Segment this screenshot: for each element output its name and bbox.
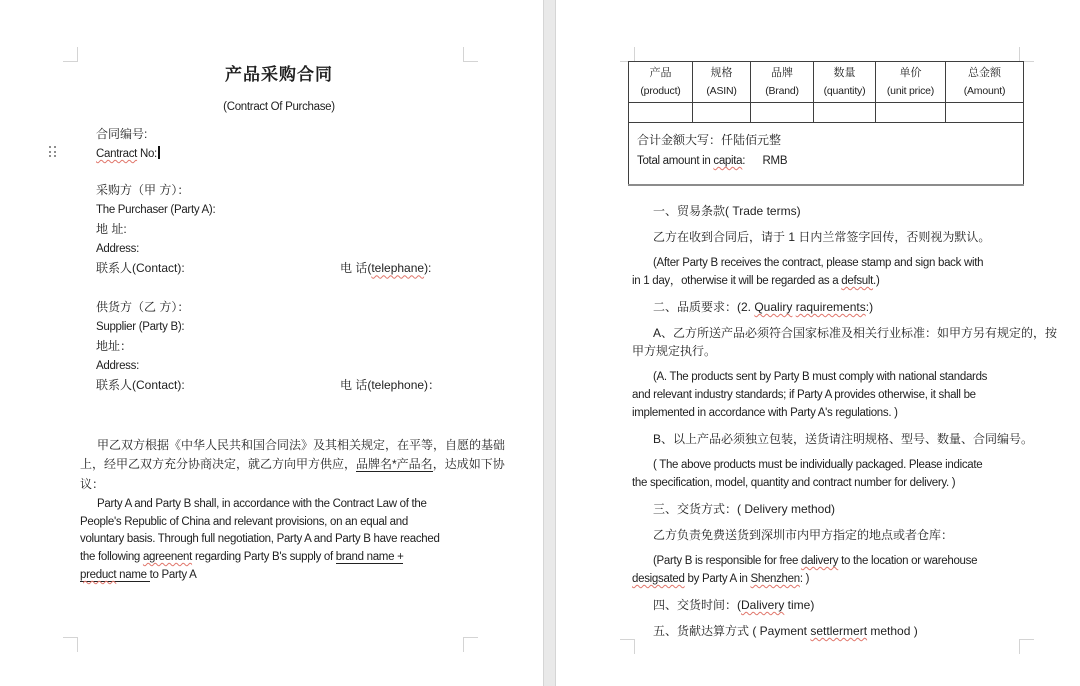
section-heading[interactable] bbox=[632, 298, 1024, 316]
table-cell[interactable] bbox=[751, 103, 814, 123]
text-line[interactable]: People's Republic of China and relevant provisions, on an equal and bbox=[80, 515, 408, 528]
text-line[interactable]: 甲方规定执行。 bbox=[632, 344, 717, 358]
text-segment: desigsated bbox=[632, 573, 685, 585]
text-segment: ，达成如下协 bbox=[432, 457, 505, 472]
header-cn: 规格 bbox=[710, 67, 733, 79]
text-segment: : RMB bbox=[742, 155, 788, 167]
party-a-contact-row[interactable] bbox=[96, 259, 432, 279]
party-b-phone-label: 电 话(telephone)： bbox=[340, 378, 441, 393]
party-b-address-cn[interactable]: 地址： bbox=[96, 339, 133, 354]
text-segment: by Party A in bbox=[684, 573, 751, 585]
text-cursor bbox=[158, 146, 160, 159]
party-a-cn[interactable]: 采购方（甲 方）： bbox=[96, 183, 190, 197]
party-b-address-en[interactable]: Address: bbox=[96, 359, 139, 372]
text-segment: Dalivery bbox=[741, 598, 785, 612]
table-header-cell-amount[interactable] bbox=[946, 62, 1024, 103]
text-segment: :) bbox=[865, 300, 874, 314]
text-line[interactable]: Party A and Party B shall, in accordance with the Contract Law of the bbox=[97, 498, 427, 510]
text-segment: the following bbox=[80, 551, 143, 564]
text-line[interactable] bbox=[632, 272, 1024, 290]
text-segment: in 1 day，otherwise it will be regarded as a bbox=[632, 275, 842, 287]
text-line[interactable]: and relevant industry standards; if Party A provides otherwise, it shall be bbox=[632, 389, 976, 401]
header-cn: 总金额 bbox=[968, 67, 1001, 79]
contract-no-block bbox=[96, 124, 160, 164]
table-header-cell-product[interactable] bbox=[629, 62, 693, 103]
section-quality bbox=[632, 298, 1024, 316]
text-segment: Total amount in bbox=[637, 155, 714, 167]
text-segment: preduct bbox=[80, 568, 117, 581]
text-line[interactable] bbox=[80, 549, 464, 567]
text-segment: 二、品质要求：(2. bbox=[653, 300, 755, 314]
text-segment: method ) bbox=[867, 624, 918, 638]
text-boundary-mark bbox=[463, 47, 478, 62]
contract-terms bbox=[632, 202, 1058, 648]
party-a-contact-label: 联系人(Contact): bbox=[96, 261, 185, 276]
section-heading[interactable] bbox=[632, 596, 1024, 614]
header-en: (product) bbox=[640, 85, 681, 97]
text-line[interactable] bbox=[632, 552, 1024, 570]
text-line[interactable]: 乙方负责免费送货到深圳市内甲方指定的地点或者仓库： bbox=[653, 528, 954, 542]
text-segment: No: bbox=[137, 148, 157, 160]
party-a-en[interactable]: The Purchaser (Party A): bbox=[96, 203, 216, 216]
page-2 bbox=[556, 0, 1080, 686]
text-segment: time) bbox=[784, 598, 815, 612]
paragraph bbox=[632, 552, 1024, 588]
paragraph bbox=[632, 254, 1024, 290]
party-b-en[interactable]: Supplier (Party B): bbox=[96, 320, 185, 333]
header-en: (Brand) bbox=[765, 85, 799, 97]
text-line[interactable]: the specification, model, quantity and contract number for delivery. ) bbox=[632, 477, 956, 489]
text-line[interactable] bbox=[632, 570, 1024, 588]
text-segment: : ) bbox=[799, 573, 810, 585]
text-segment: name bbox=[116, 568, 150, 581]
text-line[interactable] bbox=[80, 455, 505, 474]
doc-title[interactable]: 产品采购合同 bbox=[225, 65, 333, 84]
text-segment: 四、交货时间：( bbox=[653, 598, 741, 612]
header-cn: 数量 bbox=[833, 67, 856, 79]
party-b-cn[interactable]: 供货方（乙 方）： bbox=[96, 300, 190, 314]
header-cn: 产品 bbox=[649, 67, 672, 79]
section-heading[interactable] bbox=[632, 622, 1024, 640]
text-line[interactable]: A、乙方所送产品必须符合国家标准及相关行业标准：如甲方另有规定的，按 bbox=[653, 326, 1058, 340]
paragraph bbox=[632, 430, 1034, 448]
text-segment: ): bbox=[424, 261, 432, 276]
page-gap bbox=[543, 0, 556, 686]
table-cell[interactable] bbox=[693, 103, 751, 123]
text-segment: (Party B is responsible for free bbox=[653, 555, 801, 567]
table-total-cell[interactable] bbox=[629, 123, 1024, 186]
intro-paragraph-cn bbox=[80, 436, 506, 494]
paragraph bbox=[632, 526, 1024, 544]
text-boundary-mark bbox=[1019, 47, 1034, 62]
text-segment: dalivery bbox=[800, 555, 839, 567]
text-segment: agreenent bbox=[142, 551, 193, 564]
intro-paragraph-en bbox=[80, 496, 464, 585]
section-delivery-method bbox=[632, 500, 1024, 518]
text-line[interactable]: B、以上产品必须独立包装，送货请注明规格、型号、数量、合同编号。 bbox=[653, 432, 1034, 446]
text-segment: 五、货献达算方式 ( Payment bbox=[653, 624, 811, 638]
text-line[interactable]: (A. The products sent by Party B must comply with national standards bbox=[653, 371, 988, 383]
text-line[interactable]: 甲乙双方根据《中华人民共和国合同法》及其相关规定，在平等，自愿的基础 bbox=[97, 438, 506, 452]
paragraph bbox=[632, 228, 1024, 246]
text-line[interactable]: 议： bbox=[80, 476, 105, 491]
table-empty-row bbox=[629, 103, 1024, 123]
header-en: (Amount) bbox=[963, 85, 1006, 97]
table-header-cell-asin[interactable] bbox=[693, 62, 751, 103]
total-amount-cn: 合计金额大写：仟陆佰元整 bbox=[637, 133, 782, 147]
party-a-address-en[interactable]: Address: bbox=[96, 242, 139, 255]
header-en: (unit price) bbox=[886, 85, 935, 97]
header-en: (ASIN) bbox=[706, 85, 737, 97]
text-segment: regarding Party B's supply of bbox=[192, 551, 336, 564]
party-b-block bbox=[96, 298, 441, 396]
text-segment: brand name + bbox=[335, 551, 404, 564]
header-en: (quantity) bbox=[823, 85, 866, 97]
text-segment: capita bbox=[713, 155, 743, 167]
text-line[interactable] bbox=[80, 567, 464, 585]
paragraph bbox=[632, 324, 1058, 360]
product-table bbox=[628, 61, 1024, 186]
table-cell[interactable] bbox=[946, 103, 1024, 123]
party-a-phone-label bbox=[340, 259, 431, 279]
drag-handle-icon[interactable] bbox=[49, 146, 58, 159]
table-header-cell-unit-price[interactable] bbox=[876, 62, 946, 103]
text-boundary-mark bbox=[463, 637, 478, 652]
paragraph bbox=[632, 456, 1024, 492]
text-segment: Qualiry bbox=[754, 300, 793, 314]
table-header-row bbox=[629, 62, 1024, 103]
paragraph bbox=[632, 368, 1024, 422]
contract-no-en-text bbox=[96, 148, 157, 160]
doc-subtitle[interactable]: (Contract Of Purchase) bbox=[223, 101, 335, 113]
text-segment: .) bbox=[873, 275, 880, 287]
text-line[interactable]: implemented in accordance with Party A's regulations. ) bbox=[632, 407, 898, 419]
table-cell[interactable] bbox=[876, 103, 946, 123]
text-boundary-mark bbox=[63, 637, 78, 652]
contract-no-en[interactable] bbox=[96, 144, 160, 164]
party-a-block bbox=[96, 181, 432, 279]
table-cell[interactable] bbox=[814, 103, 876, 123]
text-boundary-mark bbox=[620, 47, 635, 62]
table-total-row bbox=[629, 123, 1024, 186]
text-segment: defsult bbox=[841, 275, 874, 287]
section-delivery-time bbox=[632, 596, 1024, 614]
text-segment: to Party A bbox=[149, 568, 197, 581]
text-line[interactable]: (After Party B receives the contract, please stamp and sign back with bbox=[653, 257, 984, 269]
text-segment: raquirements bbox=[795, 300, 866, 314]
text-segment: 上，经甲乙双方充分协商决定，就乙方向甲方供应， bbox=[80, 457, 357, 472]
text-segment: telephane bbox=[371, 261, 425, 276]
text-segment: 电 话( bbox=[340, 261, 372, 276]
total-amount-en bbox=[637, 151, 1015, 172]
table-cell[interactable] bbox=[629, 103, 693, 123]
section-payment-method bbox=[632, 622, 1024, 640]
section-trade-terms bbox=[632, 202, 1024, 220]
text-segment: Shenzhen bbox=[750, 573, 800, 585]
party-b-contact-row[interactable] bbox=[96, 376, 441, 396]
text-line[interactable]: ( The above products must be individually packaged. Please indicate bbox=[653, 459, 983, 471]
text-segment: to the location or warehouse bbox=[838, 555, 978, 567]
text-line[interactable]: 乙方在收到合同后，请于 1 日内兰常签字回传，否则视为默认。 bbox=[653, 230, 991, 244]
header-cn: 单价 bbox=[899, 67, 922, 79]
table-header-cell-quantity[interactable] bbox=[814, 62, 876, 103]
text-segment: settlermert bbox=[810, 624, 868, 638]
text-line[interactable]: voluntary basis. Through full negotiation, Party A and Party B have reached bbox=[80, 533, 440, 546]
header-cn: 品牌 bbox=[771, 67, 793, 79]
text-segment: 品牌名*产品名 bbox=[356, 457, 433, 472]
section-heading[interactable]: 一、贸易条款( Trade terms) bbox=[653, 204, 801, 218]
party-b-contact-label: 联系人(Contact): bbox=[96, 378, 185, 393]
text-segment: Cantract bbox=[96, 148, 138, 160]
section-heading[interactable]: 三、交货方式：( Delivery method) bbox=[653, 502, 836, 516]
contract-no-cn[interactable]: 合同编号: bbox=[96, 127, 148, 141]
text-boundary-mark bbox=[63, 47, 78, 62]
table-header-cell-brand[interactable] bbox=[751, 62, 814, 103]
party-a-address-cn[interactable]: 地 址: bbox=[96, 222, 127, 237]
